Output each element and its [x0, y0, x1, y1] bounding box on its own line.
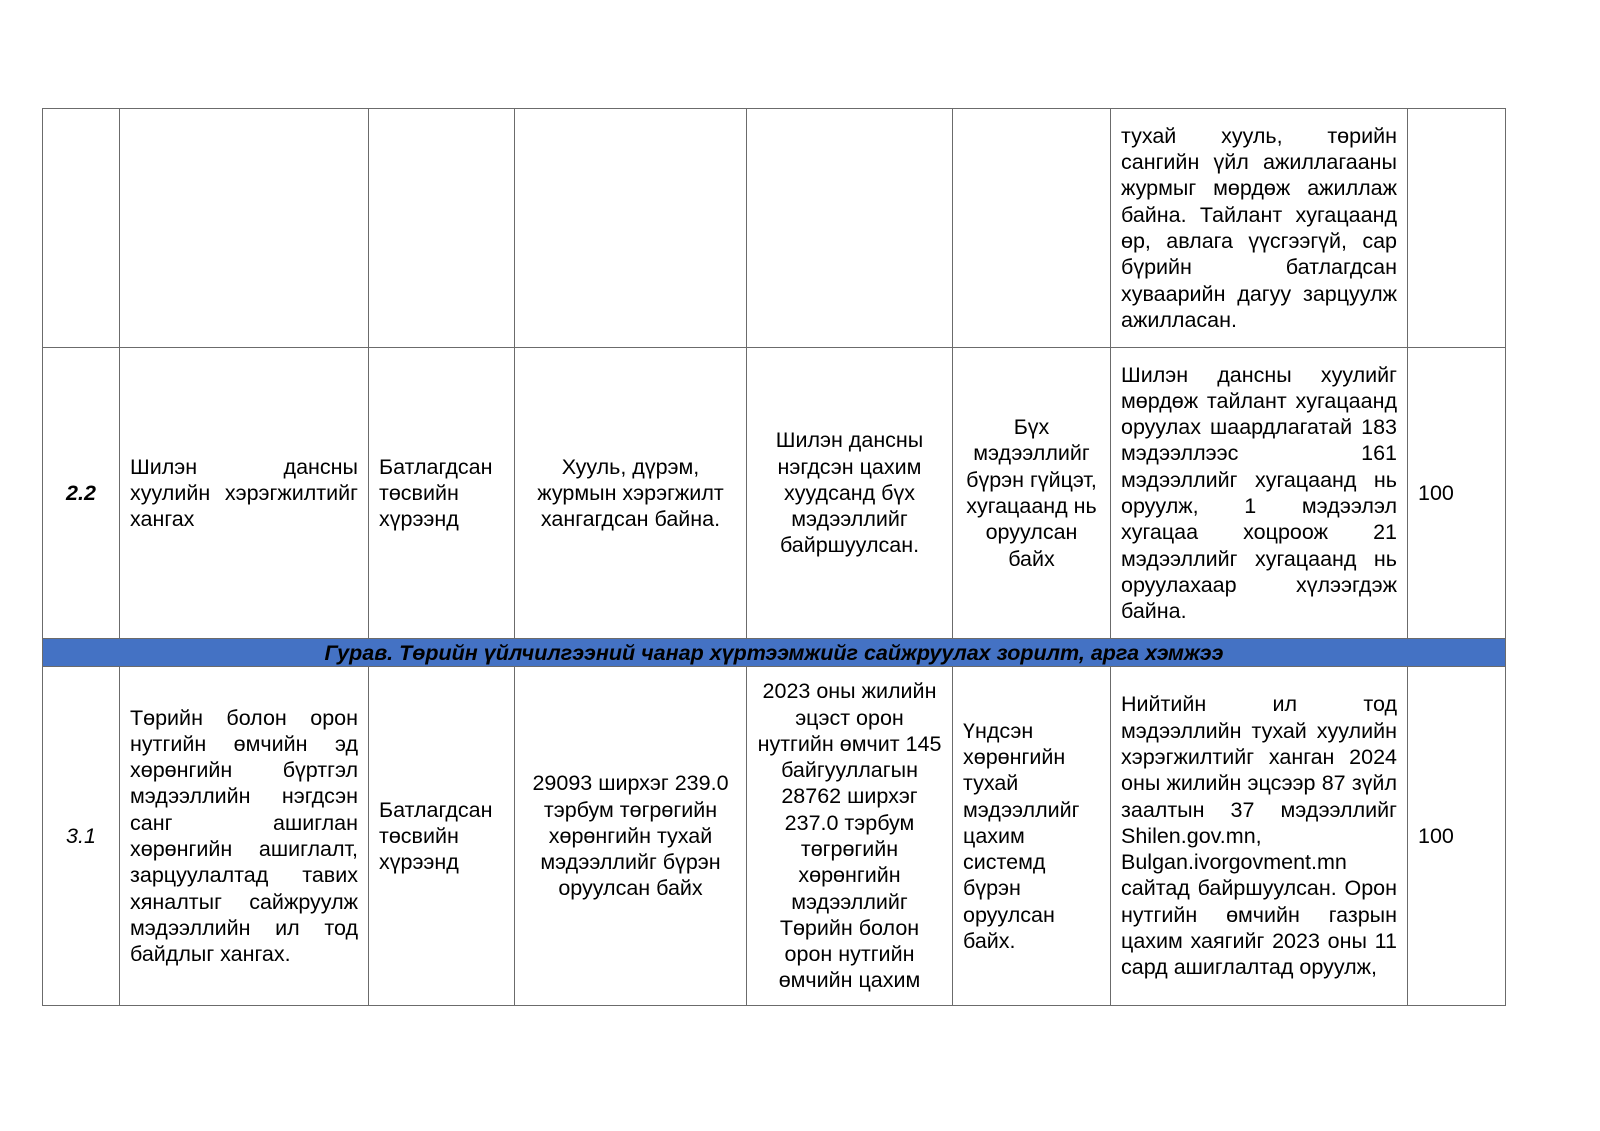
row-number: 3.1 [43, 667, 120, 1006]
indicator-cell [747, 109, 953, 348]
objective-cell: Төрийн болон орон нутгийн өмчийн эд хөрөнгийн бүртгэл мэдээллийн нэгдсэн санг ашиглан хөрөнгийн ашиглалт, зарцуулалтад тавих хяналтыг сайжруулж мэдээллийн ил тод байдлыг хангах. [120, 667, 369, 1006]
table-row [43, 667, 1506, 1006]
row-number: 2.2 [43, 348, 120, 639]
criteria-cell: Үндсэн хөрөнгийн тухай мэдээллийг цахим системд бүрэн оруулсан байх. [953, 667, 1111, 1006]
budget-cell: Батлагдсан төсвийн хүрээнд [369, 348, 515, 639]
section-header: Гурав. Төрийн үйлчилгээний чанар хүртээмжийг сайжруулах зорилт, арга хэмжээ [43, 639, 1506, 667]
table-row [43, 109, 1506, 348]
indicator-cell: 2023 оны жилийн эцэст орон нутгийн өмчит 145 байгууллагын 28762 ширхэг 237.0 тэрбум төгрөгийн хөрөнгийн мэдээллийг Төрийн болон орон нутгийн өмчийн цахим [747, 667, 953, 1006]
result-cell [515, 109, 747, 348]
score-cell: 100 [1408, 667, 1506, 1006]
section-header-row [43, 639, 1506, 667]
criteria-cell [953, 109, 1111, 348]
budget-cell: Батлагдсан төсвийн хүрээнд [369, 667, 515, 1006]
objective-cell: Шилэн дансны хуулийн хэрэгжилтийг хангах [120, 348, 369, 639]
result-cell: Хууль, дүрэм, журмын хэрэгжилт хангагдсан байна. [515, 348, 747, 639]
score-cell: 100 [1408, 348, 1506, 639]
indicator-cell: Шилэн дансны нэгдсэн цахим хуудсанд бүх мэдээллийг байршуулсан. [747, 348, 953, 639]
action-plan-table [42, 108, 1506, 1006]
budget-cell [369, 109, 515, 348]
table-row [43, 348, 1506, 639]
report-cell: тухай хууль, төрийн сангийн үйл ажиллагааны журмыг мөрдөж ажиллаж байна. Тайлант хугацаанд өр, авлага үүсгээгүй, сар бүрийн батлагдсан хуваарийн дагуу зарцуулж ажилласан. [1111, 109, 1408, 348]
report-cell: Шилэн дансны хуулийг мөрдөж тайлант хугацаанд оруулах шаардлагатай 183 мэдээллээс 161 мэдээллийг хугацаанд нь оруулж, 1 мэдээлэл хугацаа хоцроож 21 мэдээллийг хугацаанд нь оруулахаар хүлээгдэж байна. [1111, 348, 1408, 639]
report-cell: Нийтийн ил тод мэдээллийн тухай хуулийн хэрэгжилтийг ханган 2024 оны жилийн эцсээр 87 зүйл заалтын 37 мэдээллийг Shilen.gov.mn, Bulgan.ivorgovment.mn сайтад байршуулсан. Орон нутгийн өмчийн газрын цахим хаягийг 2023 оны 11 сард ашиглалтад оруулж, [1111, 667, 1408, 1006]
result-cell: 29093 ширхэг 239.0 тэрбум төгрөгийн хөрөнгийн тухай мэдээллийг бүрэн оруулсан байх [515, 667, 747, 1006]
objective-cell [120, 109, 369, 348]
criteria-cell: Бүх мэдээллийг бүрэн гүйцэт, хугацаанд нь оруулсан байх [953, 348, 1111, 639]
row-number [43, 109, 120, 348]
score-cell [1408, 109, 1506, 348]
